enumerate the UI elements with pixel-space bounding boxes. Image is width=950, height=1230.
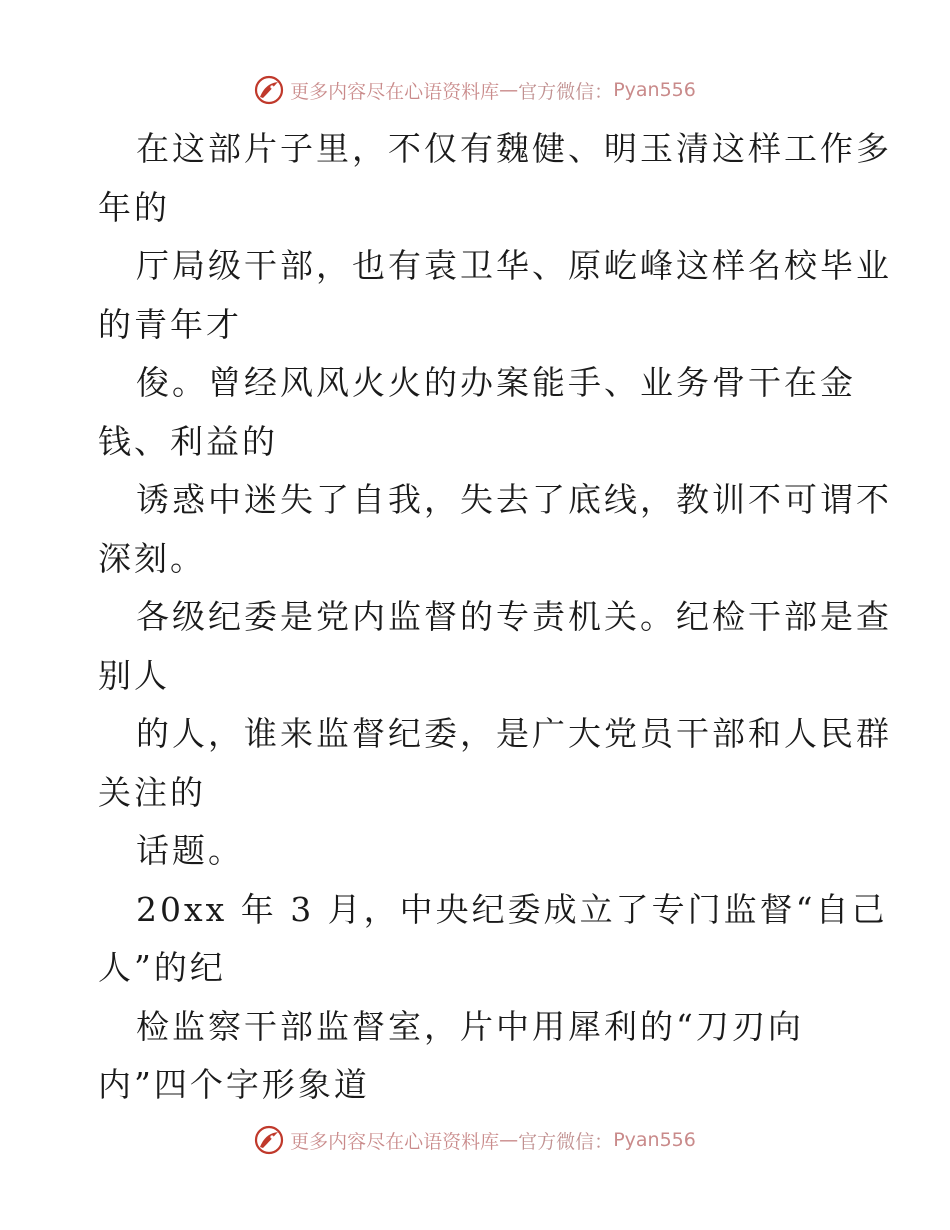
watermark-separator: — — [499, 1129, 519, 1151]
document-body — [0, 120, 950, 1115]
text-line: 深刻。 — [98, 538, 206, 578]
text-line: 别人 — [98, 655, 170, 695]
pen-nib-logo-icon — [254, 1125, 284, 1155]
text-line: 关注的 — [98, 772, 206, 812]
text-line: 诱惑中迷失了自我，失去了底线，教训不可谓不 — [136, 480, 892, 519]
text-line: 的人，谁来监督纪委，是广大党员干部和人民群 — [136, 714, 892, 753]
text-line: 厅局级干部，也有袁卫华、原屹峰这样名校毕业 — [136, 246, 892, 285]
text-line: 钱、利益的 — [98, 421, 278, 461]
text-line: 人”的纪 — [98, 948, 226, 987]
text-line: 内”四个字形象道 — [98, 1065, 370, 1104]
footer-watermark — [0, 1120, 950, 1160]
text-line: 的青年才 — [98, 304, 242, 344]
watermark-site-text: 更多内容尽在心语资料库 — [290, 80, 500, 103]
watermark-wechat-id: Pyan556 — [613, 79, 696, 101]
text-line: 俊。曾经风风火火的办案能手、业务骨干在金 — [136, 363, 856, 402]
text-line: 在这部片子里，不仅有魏健、明玉清这样工作多 — [136, 129, 892, 168]
pen-nib-logo-icon — [254, 75, 284, 105]
watermark-site-text: 更多内容尽在心语资料库 — [290, 1130, 500, 1153]
text-line: 各级纪委是党内监督的专责机关。纪检干部是查 — [136, 597, 892, 636]
watermark-official-label: 官方微信： — [518, 1130, 614, 1153]
watermark-wechat-id: Pyan556 — [613, 1129, 696, 1151]
text-line: 检监察干部监督室，片中用犀利的“刀刃向 — [136, 1006, 804, 1046]
watermark-separator: — — [499, 79, 519, 101]
watermark-official-label: 官方微信： — [518, 80, 614, 103]
text-line: 年的 — [98, 187, 170, 227]
header-watermark — [0, 70, 950, 110]
text-line: 20xx 年 3 月，中央纪委成立了专门监督“自己 — [136, 889, 888, 929]
text-line: 话题。 — [136, 831, 244, 870]
